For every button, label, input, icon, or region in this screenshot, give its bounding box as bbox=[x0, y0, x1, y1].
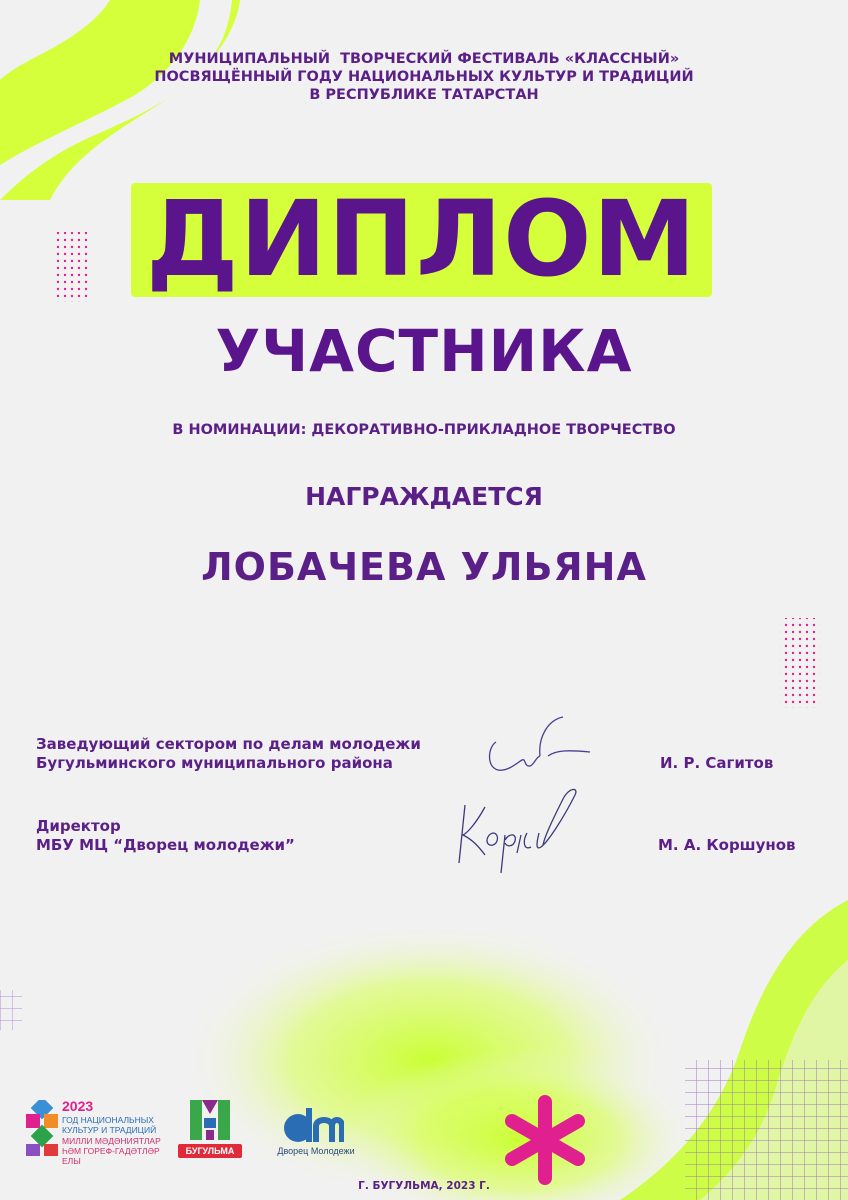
ornament-icon bbox=[24, 1100, 60, 1158]
palace-emblem-icon bbox=[280, 1108, 344, 1144]
bugulma-logo: БУГУЛЬМА bbox=[178, 1100, 242, 1160]
diploma-subtitle: УЧАСТНИКА bbox=[215, 317, 633, 385]
signature-1 bbox=[478, 712, 598, 780]
header-line-2: ПОСВЯЩЁННЫЙ ГОДУ НАЦИОНАЛЬНЫХ КУЛЬТУР И ТРАДИЦИЙ bbox=[154, 69, 694, 85]
palace-of-youth-logo: Дворец Молодежи bbox=[266, 1108, 366, 1160]
signatory-1-position: Заведующий сектором по делам молодежи Бугульминского муниципального района bbox=[36, 735, 421, 772]
festival-header bbox=[0, 50, 848, 104]
dot-pattern bbox=[55, 232, 91, 302]
signature-2 bbox=[455, 785, 585, 875]
grid-pattern bbox=[685, 1060, 848, 1200]
nomination-text: В НОМИНАЦИИ: ДЕКОРАТИВНО-ПРИКЛАДНОЕ ТВОРЧЕСТВО bbox=[172, 422, 676, 438]
header-line-3: В РЕСПУБЛИКЕ ТАТАРСТАН bbox=[309, 87, 539, 103]
signatory-2-position: Директор МБУ МЦ “Дворец молодежи” bbox=[36, 817, 295, 854]
year-2023-logo: 2023 ГОД НАЦИОНАЛЬНЫХ КУЛЬТУР И ТРАДИЦИЙ МИЛЛИ МӘДӘНИЯТЛАР ҺӘМ ГОРЕФ-ГАДӘТЛӘР ЕЛЫ bbox=[24, 1098, 174, 1163]
dot-pattern bbox=[780, 618, 820, 708]
grid-pattern bbox=[0, 990, 22, 1030]
diploma-title: ДИПЛОМ bbox=[146, 178, 697, 300]
footer-city-year: Г. БУГУЛЬМА, 2023 Г. bbox=[358, 1180, 490, 1192]
header-line-1: МУНИЦИПАЛЬНЫЙ ТВОРЧЕСКИЙ ФЕСТИВАЛЬ «КЛАССНЫЙ» bbox=[168, 51, 680, 67]
recipient-name: ЛОБАЧЕВА УЛЬЯНА bbox=[201, 545, 647, 589]
signatory-1-name: И. Р. Сагитов bbox=[660, 754, 774, 772]
signatory-2-name: М. А. Коршунов bbox=[658, 836, 796, 854]
awarded-label: НАГРАЖДАЕТСЯ bbox=[305, 482, 543, 511]
bugulma-emblem-icon bbox=[190, 1100, 230, 1140]
